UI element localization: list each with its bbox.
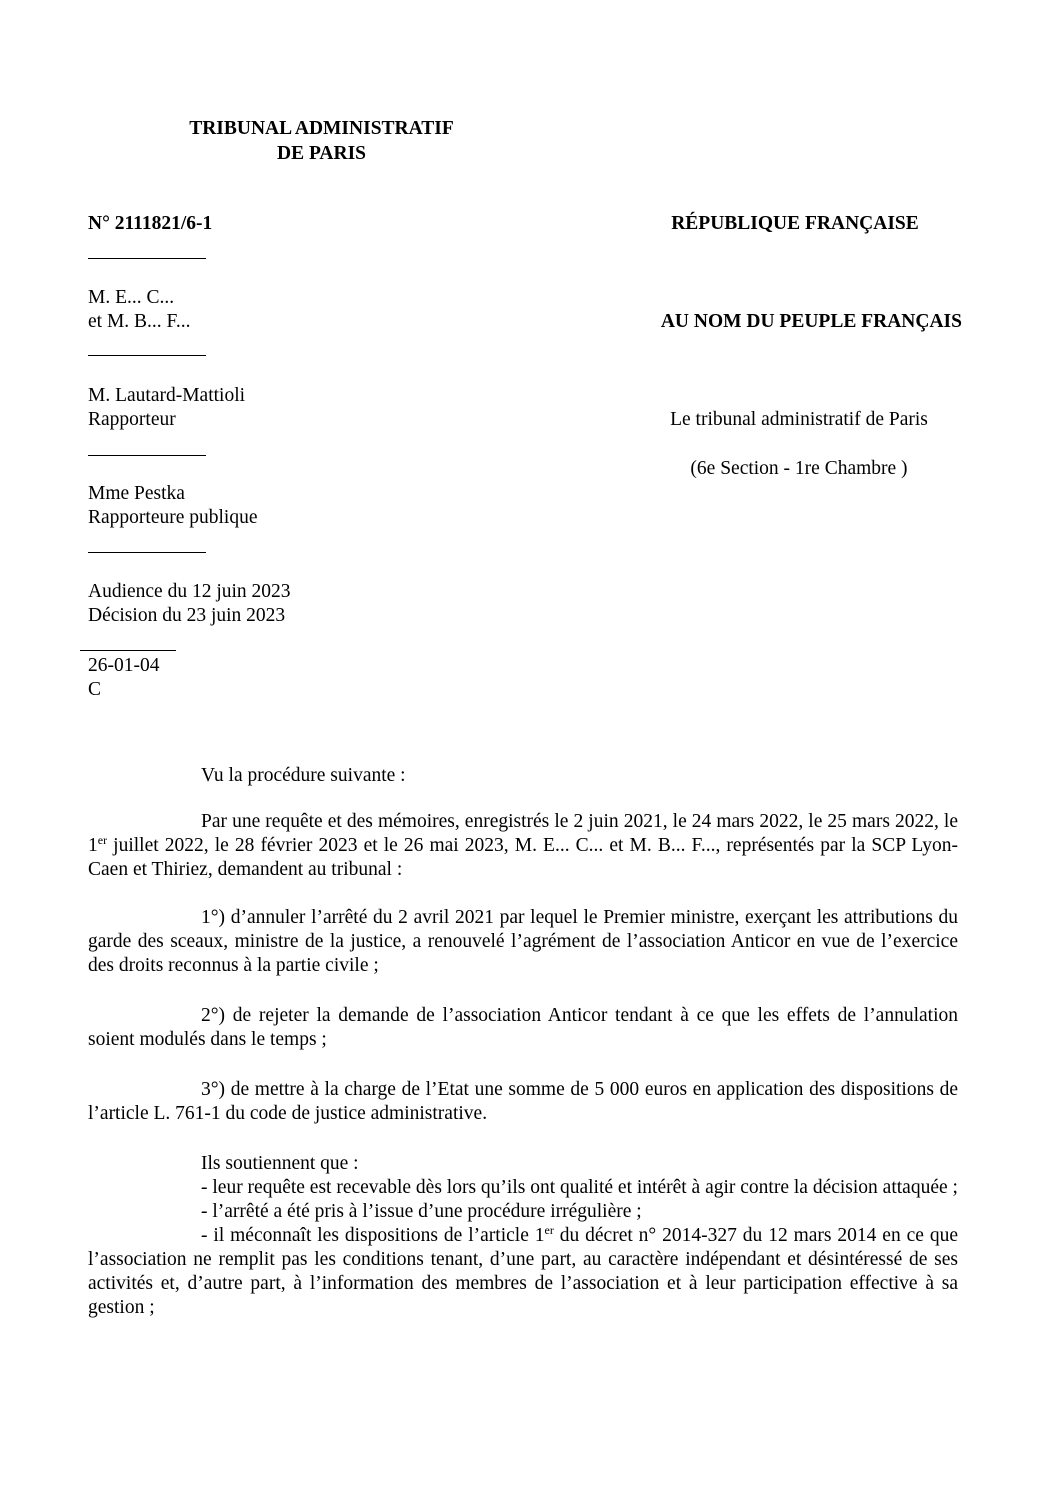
argument-3-part1: - il méconnaît les dispositions de l’article 1 (201, 1225, 545, 1246)
claim-2-text: 2°) de rejeter la demande de l’association Anticor tendant à ce que les effets de l’annulation soient modulés dans le temps ; (88, 1005, 958, 1050)
claim-1-text: 1°) d’annuler l’arrêté du 2 avril 2021 par lequel le Premier ministre, exerçant les attributions du garde des sceaux, ministre de la justice, a renouvelé l’agrément de l’association Anticor en vue de l’exercice des droits reconnus à la partie civile ; (88, 907, 958, 976)
divider (80, 650, 176, 651)
case-number: N° 2111821/6-1 (88, 213, 213, 234)
claim-2-paragraph (88, 1004, 958, 1052)
argument-3-sup: er (544, 1223, 554, 1237)
divider (88, 552, 206, 553)
chamber-name: (6e Section - 1re Chambre ) (690, 458, 908, 479)
arguments-intro: Ils soutiennent que : (201, 1153, 359, 1174)
rapporteur-name: M. Lautard-Mattioli (88, 385, 246, 406)
argument-item: - leur requête est recevable dès lors qu’ils ont qualité et intérêt à agir contre la décision attaquée ; (201, 1177, 958, 1198)
rapporteur-role: Rapporteur (88, 409, 176, 430)
request-paragraph (88, 810, 958, 882)
decision-date: Décision du 23 juin 2023 (88, 605, 286, 626)
public-rapporteur-name: Mme Pestka (88, 483, 185, 504)
claim-3-paragraph (88, 1078, 958, 1126)
parties-line1: M. E... C... (88, 287, 175, 308)
in-name-heading: AU NOM DU PEUPLE FRANÇAIS (660, 311, 962, 332)
classification-code: 26-01-04 (88, 655, 160, 676)
court-name-line2: DE PARIS (276, 143, 367, 164)
claim-3-text: 3°) de mettre à la charge de l’Etat une somme de 5 000 euros en application des dispositions de l’article L. 761-1 du code de justice administrative. (88, 1079, 958, 1124)
tribunal-name: Le tribunal administratif de Paris (670, 409, 928, 430)
divider (88, 258, 206, 259)
divider (88, 455, 206, 456)
request-text-part1: Par une requête et des mémoires, enregistrés le 2 juin 2021, le 24 mars 2022, le 25 mars 2022, le 1 (88, 811, 958, 856)
procedure-intro: Vu la procédure suivante : (201, 765, 406, 786)
divider (88, 355, 206, 356)
argument-item: - l’arrêté a été pris à l’issue d’une procédure irrégulière ; (201, 1201, 642, 1222)
arguments-list (88, 1176, 958, 1320)
request-sup: er (97, 833, 108, 847)
argument-item (88, 1224, 958, 1320)
republic-heading: RÉPUBLIQUE FRANÇAISE (671, 213, 919, 234)
request-text-part2: juillet 2022, le 28 février 2023 et le 26 mai 2023, M. E... C... et M. B... F..., représentés par la SCP Lyon-Caen et Thiriez, demandent au tribunal : (88, 835, 958, 880)
hearing-date: Audience du 12 juin 2023 (88, 581, 291, 602)
court-name-line1: TRIBUNAL ADMINISTRATIF (189, 118, 454, 139)
argument-3-part2: du décret n° 2014-327 du 12 mars 2014 en ce que l’association ne remplit pas les conditions tenant, d’une part, au caractère indépendant et désintéressé de ses activités et, d’autre part, à l’information des membres de l’association et à leur participation effective à sa gestion ; (88, 1225, 958, 1318)
claim-1-paragraph (88, 906, 958, 978)
public-rapporteur-role: Rapporteure publique (88, 507, 258, 528)
classification-letter: C (88, 679, 102, 700)
court-name (88, 116, 555, 166)
parties-line2: et M. B... F... (88, 311, 191, 332)
